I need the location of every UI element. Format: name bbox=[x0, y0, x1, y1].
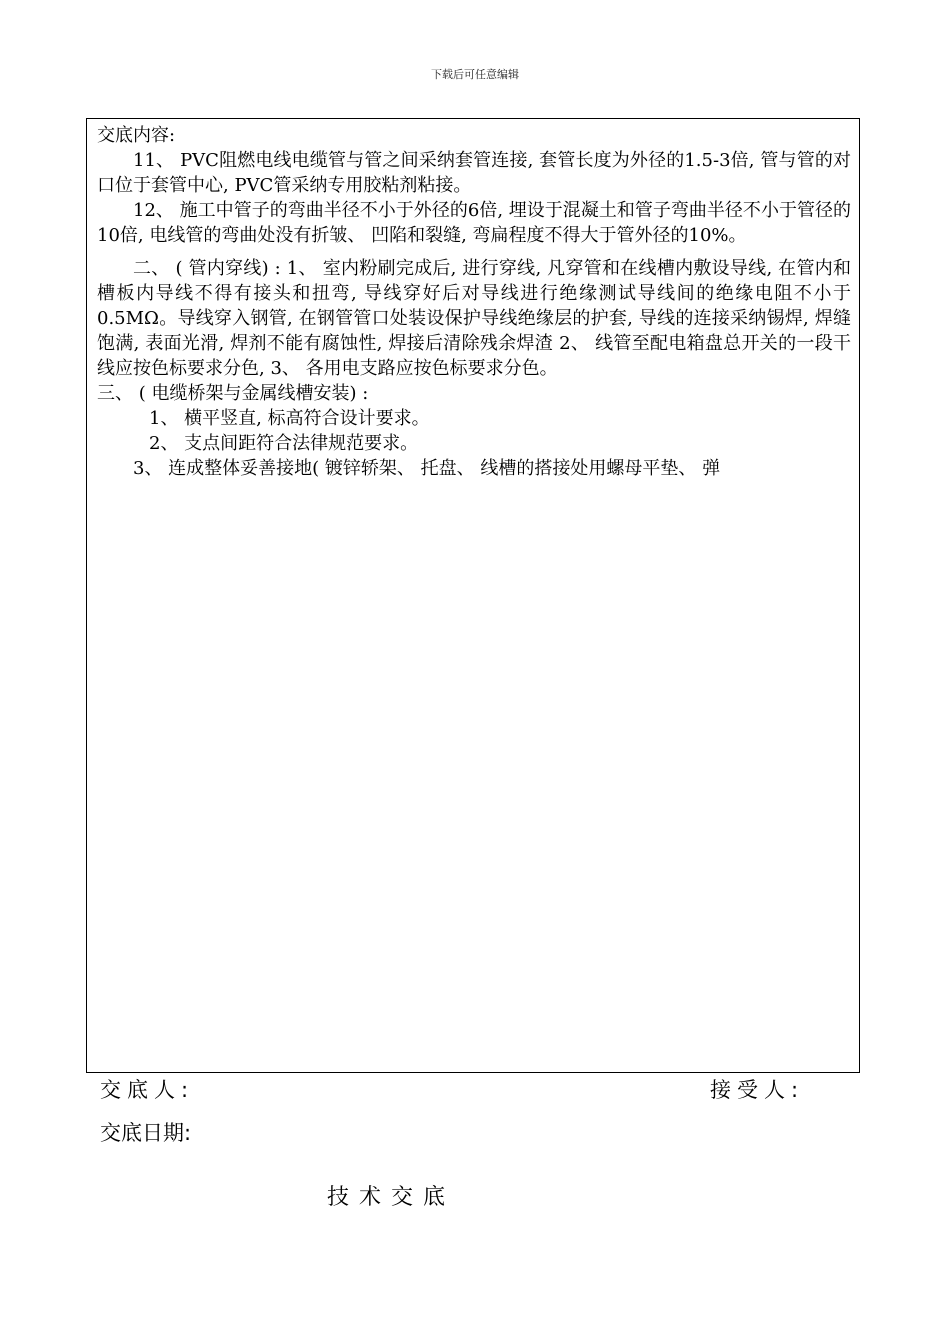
section-3-item-2: 2、 支点间距符合法律规范要求。 bbox=[149, 433, 419, 454]
footer-title: 技术交底 bbox=[327, 1185, 456, 1210]
content-box bbox=[86, 118, 860, 1073]
section-3-item-3: 3、 连成整体妥善接地( 镀锌轿架、 托盘、 线槽的搭接处用螺母平垫、 弹 bbox=[133, 458, 721, 479]
item-11: 11、 PVC阻燃电线电缆管与管之间采纳套管连接, 套管长度为外径的1.5-3倍, 管与管的对口位于套管中心, PVC管采纳专用胶粘剂粘接。 bbox=[97, 150, 851, 196]
section-3-item-1: 1、 横平竖直, 标高符合设计要求。 bbox=[149, 408, 430, 429]
section-2-wiring: 二、 ( 管内穿线) : 1、 室内粉刷完成后, 进行穿线, 凡穿管和在线槽内敷设导线, 在管内和槽板内导线不得有接头和扭弯, 导线穿好后对导线进行绝缘测试导线间的绝缘电阻不小于 0.5MΩ。导线穿入钢管, 在钢管管口处装设保护导线绝缘层的护套, 导线的连接采纳锡焊, 焊缝饱满, 表面光滑, 焊剂不能有腐蚀性, 焊接后清除残余焊渣 2、 线管至配电箱盘总开关的一段干线应按色标要求分色, 3、 各用电支路应按色标要求分色。 bbox=[97, 258, 851, 379]
receiver-label: 接受人: bbox=[710, 1078, 805, 1102]
date-label: 交底日期: bbox=[100, 1121, 192, 1145]
item-12: 12、 施工中管子的弯曲半径不小于外径的6倍, 埋设于混凝土和管子弯曲半径不小于管径的10倍, 电线管的弯曲处没有折皱、 凹陷和裂缝, 弯扁程度不得大于管外径的10%。 bbox=[97, 200, 851, 246]
section-3-title: 三、 ( 电缆桥架与金属线槽安装) : bbox=[97, 383, 369, 404]
header-note: 下载后可任意编辑 bbox=[431, 68, 519, 81]
content-label: 交底内容: bbox=[97, 125, 176, 146]
presenter-label: 交底人: bbox=[100, 1078, 195, 1102]
